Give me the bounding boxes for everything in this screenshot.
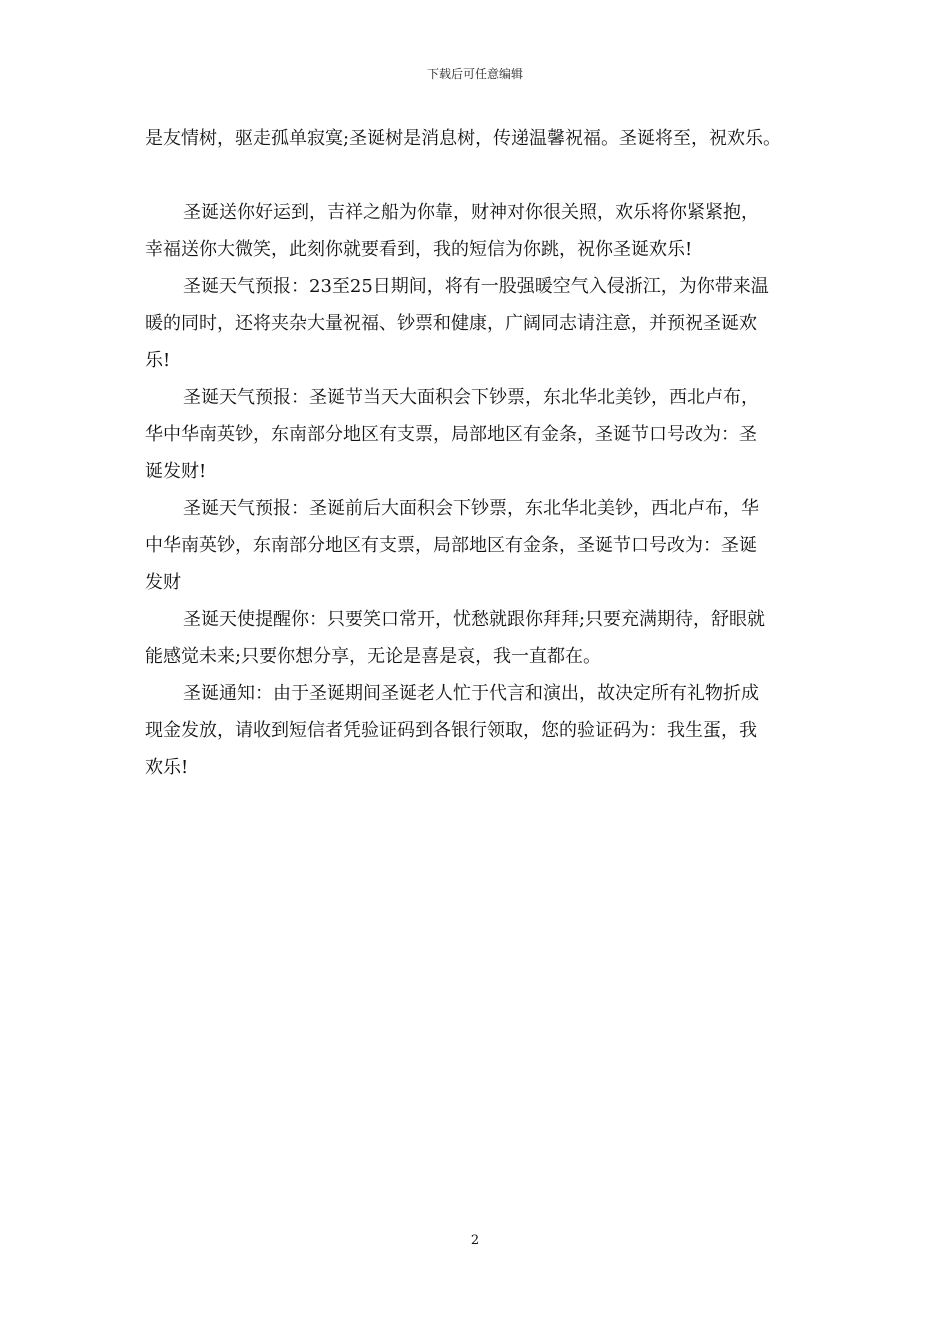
- text-line: 乐!: [145, 350, 171, 371]
- text-line: 圣诞通知：由于圣诞期间圣诞老人忙于代言和演出，故决定所有礼物折成: [183, 683, 759, 704]
- document-body: [145, 120, 815, 786]
- text-line: 圣诞天使提醒你：只要笑口常开，忧愁就跟你拜拜;只要充满期待，舒眼就: [183, 609, 766, 630]
- page-header: 下载后可任意编辑: [426, 67, 523, 81]
- text-line: 发财: [145, 572, 181, 593]
- paragraph-spacer: [145, 157, 815, 194]
- text-line: 圣诞天气预报：圣诞节当天大面积会下钞票，东北华北美钞，西北卢布，: [183, 387, 759, 408]
- text-line: 华中华南英钞，东南部分地区有支票，局部地区有金条，圣诞节口号改为：圣: [145, 424, 757, 445]
- text-line: 现金发放，请收到短信者凭验证码到各银行领取，您的验证码为：我生蛋，我: [145, 720, 757, 741]
- text-line: 中华南英钞，东南部分地区有支票，局部地区有金条，圣诞节口号改为：圣诞: [145, 535, 757, 556]
- text-line: 能感觉未来;只要你想分享，无论是喜是哀，我一直都在。: [145, 646, 602, 667]
- text-line: 欢乐!: [145, 757, 189, 778]
- text-line: 圣诞天气预报：圣诞前后大面积会下钞票，东北华北美钞，西北卢布，华: [183, 498, 759, 519]
- text-line: 暖的同时，还将夹杂大量祝福、钞票和健康，广阔同志请注意，并预祝圣诞欢: [145, 313, 757, 334]
- text-line: 是友情树，驱走孤单寂寞;圣诞树是消息树，传递温馨祝福。圣诞将至，祝欢乐。: [145, 128, 782, 149]
- text-line: 幸福送你大微笑，此刻你就要看到，我的短信为你跳，祝你圣诞欢乐!: [145, 239, 693, 260]
- text-line: 圣诞天气预报：23至25日期间，将有一股强暖空气入侵浙江，为你带来温: [183, 276, 769, 297]
- page-number: 2: [470, 1233, 480, 1248]
- text-line: 诞发财!: [145, 461, 207, 482]
- text-line: 圣诞送你好运到，吉祥之船为你靠，财神对你很关照，欢乐将你紧紧抱，: [183, 202, 759, 223]
